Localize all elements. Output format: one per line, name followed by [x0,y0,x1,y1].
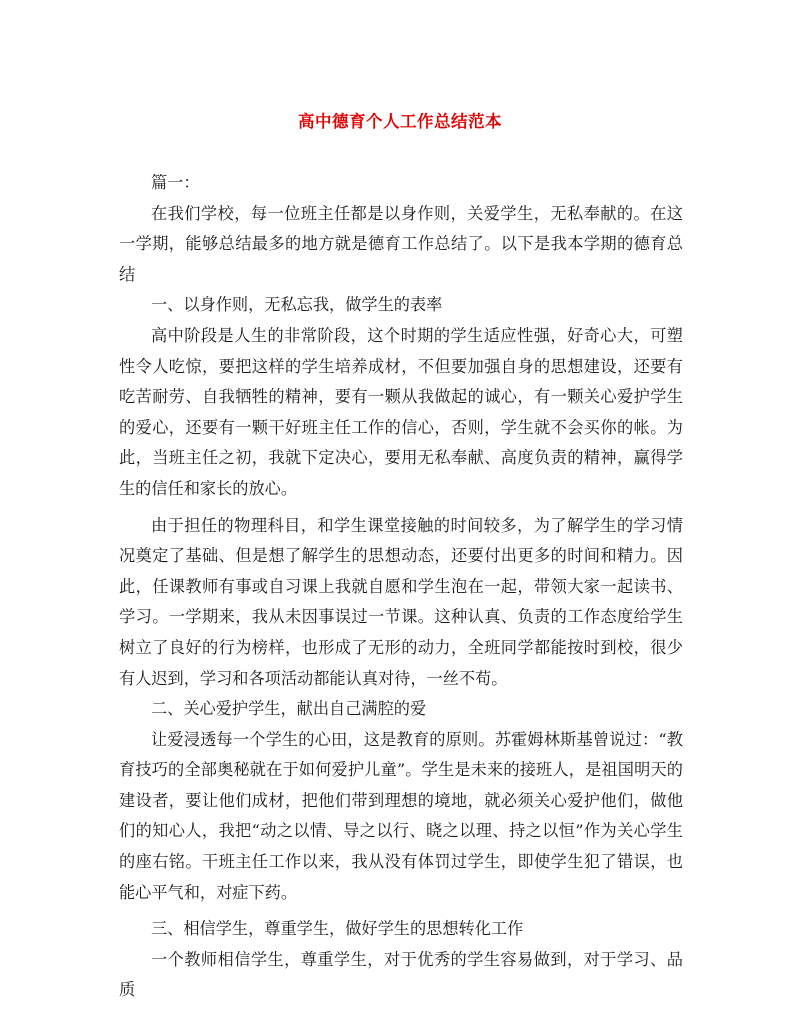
body-paragraph: 高中阶段是人生的非常阶段，这个时期的学生适应性强，好奇心大，可塑性令人吃惊，要把这样的学生培养成材，不但要加强自身的思想建设，还要有吃苦耐劳、自我牺牲的精神，要有一颗从我做起的诚心，有一颗关心爱护学生的爱心，还要有一颗干好班主任工作的信心，否则，学生就不会买你的帐。为此，当班主任之初，我就下定决心，要用无私奉献、高度负责的精神，赢得学生的信任和家长的放心。 [119,325,683,498]
section-heading-2: 二、关心爱护学生，献出自己满腔的爱 [151,699,427,719]
section-heading-1: 一、以身作则，无私忘我，做学生的表率 [151,295,443,315]
document-body [119,168,683,1006]
section-heading-3: 三、相信学生，尊重学生，做好学生的思想转化工作 [151,919,524,939]
body-paragraph: 由于担任的物理科目，和学生课堂接触的时间较多，为了解学生的学习情况奠定了基础、但是想了解学生的思想动态，还要付出更多的时间和精力。因此，任课教师有事或自习课上我就自愿和学生泡在一起，带领大家一起读书、学习。一学期来，我从未因事误过一节课。这种认真、负责的工作态度给学生树立了良好的行为榜样，也形成了无形的动力，全班同学都能按时到校，很少有人迟到，学习和各项活动都能认真对待，一丝不苟。 [119,515,683,688]
body-paragraph: 让爱浸透每一个学生的心田，这是教育的原则。苏霍姆林斯基曾说过：“教育技巧的全部奥秘就在于如何爱护儿童”。学生是未来的接班人，是祖国明天的建设者，要让他们成材，把他们带到理想的境地，就必须关心爱护他们，做他们的知心人，我把“动之以情、导之以行、晓之以理、持之以恒”作为关心学生的座右铭。干班主任工作以来，我从没有体罚过学生，即使学生犯了错误，也能心平气和，对症下药。 [119,729,683,902]
section-label: 篇一： [151,173,200,192]
intro-paragraph: 在我们学校，每一位班主任都是以身作则，关爱学生，无私奉献的。在这一学期，能够总结最多的地方就是德育工作总结了。以下是我本学期的德育总结 [119,203,683,284]
body-paragraph: 一个教师相信学生，尊重学生，对于优秀的学生容易做到，对于学习、品质 [119,949,683,1000]
document-title: 高中德育个人工作总结范本 [298,112,502,131]
